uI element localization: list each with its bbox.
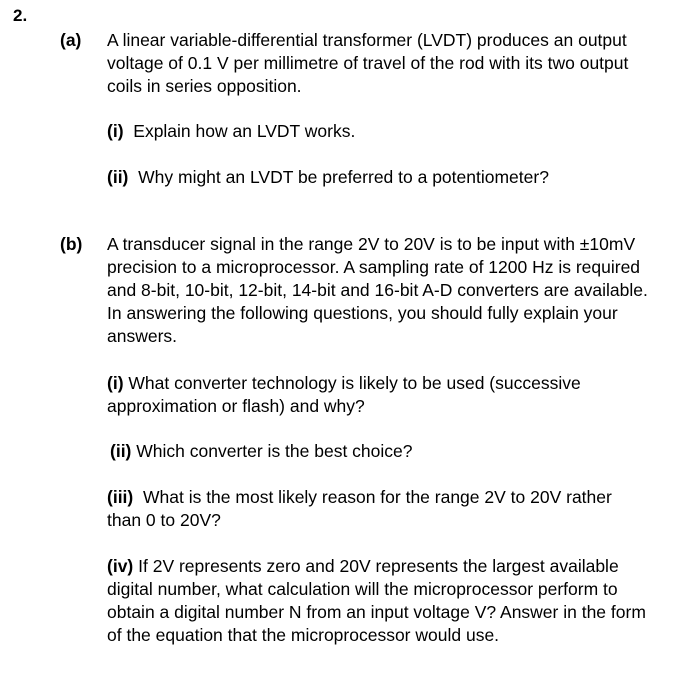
- part-b-subquestion-ii: [110, 440, 670, 463]
- part-a-subquestion-ii: [107, 166, 667, 189]
- part-a-subquestion-ii-label: (ii): [107, 167, 129, 187]
- part-a-label: (a): [60, 30, 82, 50]
- part-a-subquestion-i-text: Explain how an LVDT works.: [133, 121, 356, 141]
- part-b-label: (b): [60, 234, 83, 254]
- part-a-subquestion-i: [107, 120, 667, 143]
- part-a-subquestion-i-label: (i): [107, 121, 124, 141]
- part-b-subquestion-i-text: What converter technology is likely to be used (successive approximation or flash) and why?: [107, 373, 581, 416]
- part-b-subquestion-ii-label: (ii): [110, 441, 132, 461]
- part-a-subquestion-ii-text: Why might an LVDT be preferred to a potentiometer?: [138, 167, 549, 187]
- part-b-subquestion-iv-text: If 2V represents zero and 20V represents the largest available digital number, what calculation will the microprocessor perform to obtain a digital number N from an input voltage V? Answer in the form of the equation that the microprocessor would use.: [107, 556, 646, 645]
- part-b-subquestion-i-label: (i): [107, 373, 124, 393]
- part-b-subquestion-i: [107, 372, 657, 418]
- part-b-subquestion-ii-text: Which converter is the best choice?: [136, 441, 413, 461]
- part-b-subquestion-iii: [107, 486, 647, 532]
- part-b-subquestion-iv-label: (iv): [107, 556, 134, 576]
- part-b-subquestion-iii-label: (iii): [107, 487, 134, 507]
- question-number: 2.: [13, 6, 28, 25]
- part-a-text: A linear variable-differential transformer (LVDT) produces an output voltage of 0.1 V per millimetre of travel of the rod with its two output coils in series opposition.: [107, 30, 629, 96]
- part-b-subquestion-iv: [107, 555, 655, 647]
- part-b-text: A transducer signal in the range 2V to 20V is to be input with ±10mV precision to a microprocessor. A sampling rate of 1200 Hz is required and 8-bit, 10-bit, 12-bit, 14-bit and 16-bit A-D converters are available. In answering the following questions, you should fully explain your answers.: [107, 234, 648, 346]
- part-b-subquestion-iii-text: What is the most likely reason for the range 2V to 20V rather than 0 to 20V?: [107, 487, 612, 530]
